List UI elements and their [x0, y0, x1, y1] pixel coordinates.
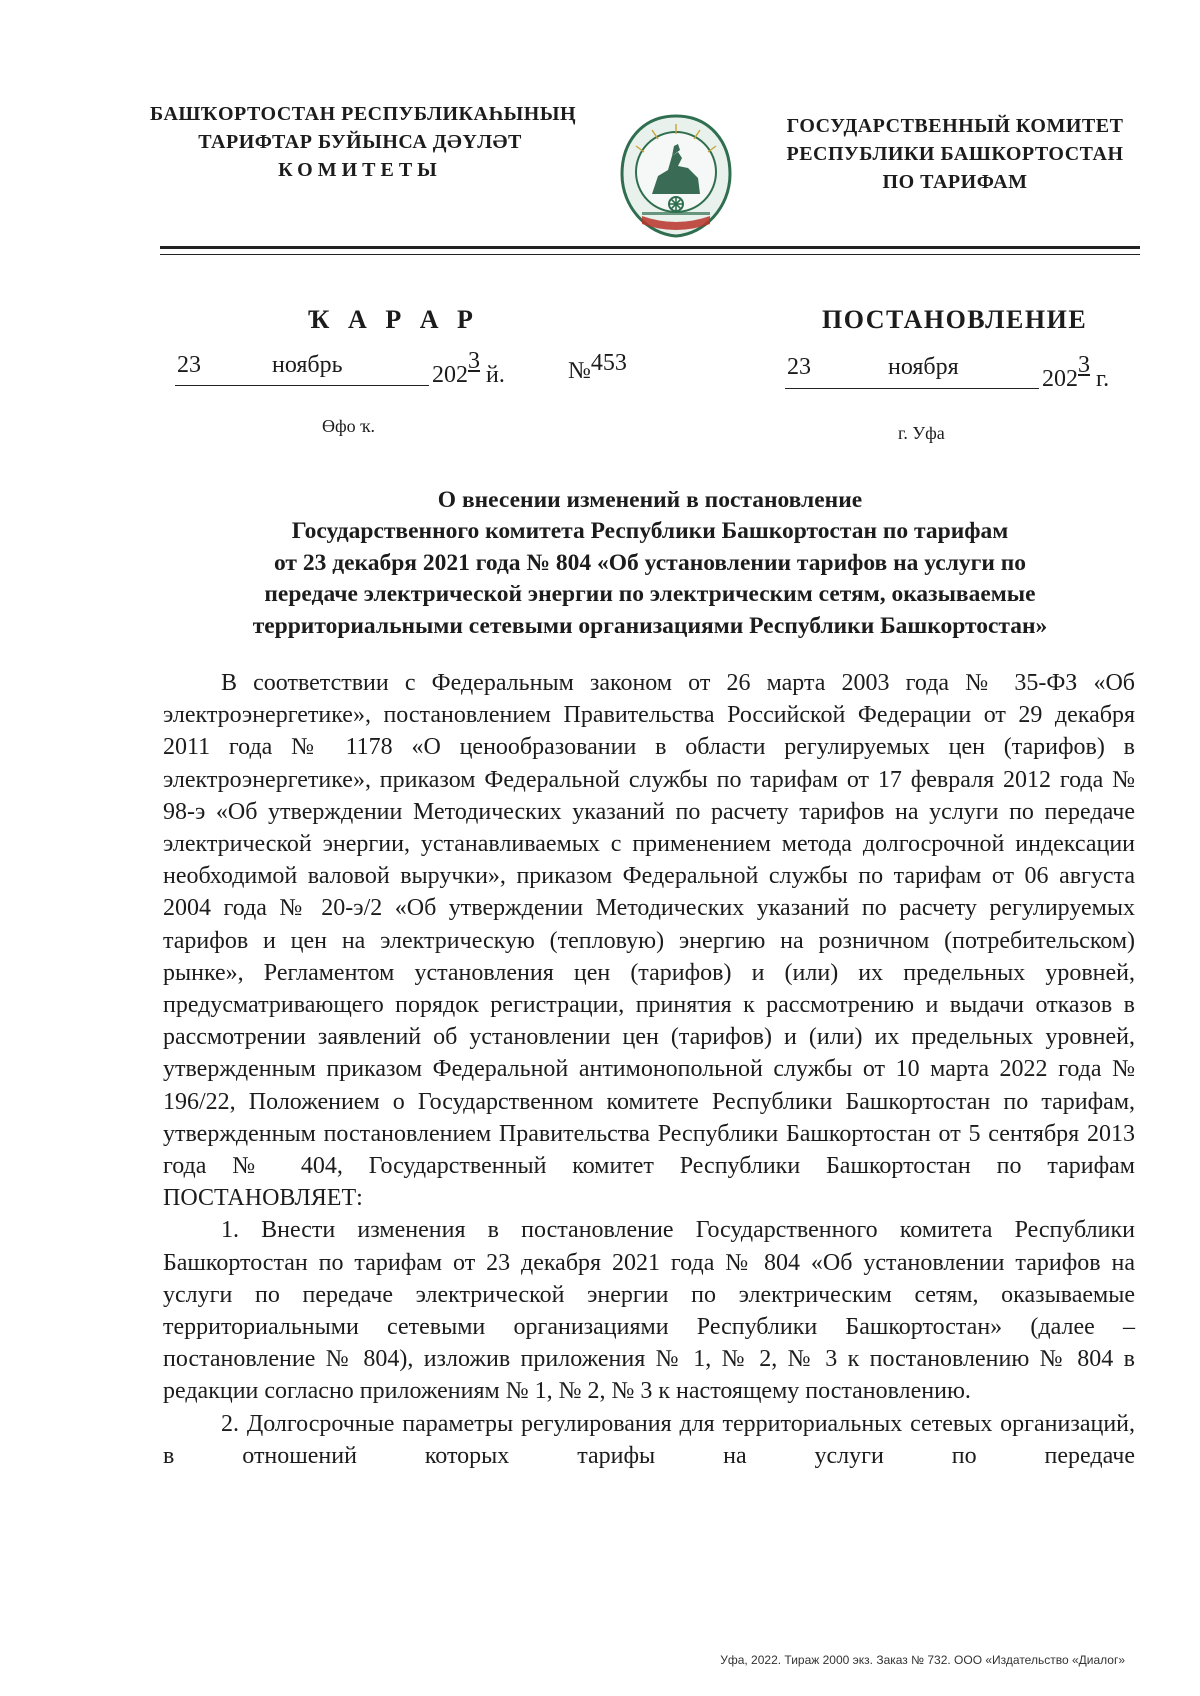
header-left-line-3: КОМИТЕТЫ: [278, 159, 442, 181]
doc-number: [568, 350, 627, 385]
place-left: Өфо ҡ.: [322, 416, 375, 436]
doc-type-left: Ҡ А Р А Р: [308, 305, 479, 334]
clause-1-paragraph: 1. Внести изменения в постановление Государственного комитета Республики Башкортостан по тарифам от 23 декабря 2021 года № 804 «Об установлении тарифов на услуги по передаче электрической энергии по электрическим сетям, оказываемые территориальными сетевыми организациями Республики Башкортостан» (далее – постановление № 804), изложив приложения № 1, № 2, № 3 к постановлению № 804 в редакции согласно приложениям № 1, № 2, № 3 к настоящему постановлению.: [163, 1217, 1135, 1405]
clause-2-paragraph: 2. Долгосрочные параметры регулирования для территориальных сетевых организаций, в отношений которых тарифы на услуги по передаче: [163, 1410, 1135, 1469]
header-left-line-1: БАШҠОРТОСТАН РЕСПУБЛИКАҺЫНЫҢ: [150, 103, 577, 125]
title-line-2: Государственного комитета Республики Башкортостан по тарифам: [291, 518, 1009, 545]
date-right-month: ноября: [888, 354, 959, 380]
header-left-line-2: ТАРИФТАР БУЙЫНСА ДӘҮЛӘТ: [198, 131, 522, 153]
date-left-month: ноябрь: [272, 352, 343, 378]
place-right: г. Уфа: [898, 423, 945, 443]
print-imprint: Уфа, 2022. Тираж 2000 экз. Заказ № 732. ООО «Издательство «Диалог»: [720, 1653, 1125, 1667]
title-line-4: передаче электрической энергии по электрическим сетям, оказываемые: [264, 581, 1036, 608]
date-right-day: 23: [787, 354, 811, 380]
date-left-year: [432, 348, 505, 389]
title-line-3: от 23 декабря 2021 года № 804 «Об установлении тарифов на услуги по: [273, 549, 1027, 576]
date-left-year-prefix: 202: [432, 362, 468, 388]
header-right-line-2: РЕСПУБЛИКИ БАШКОРТОСТАН: [786, 143, 1124, 165]
bashkortostan-emblem: [612, 112, 740, 240]
title-line-5: территориальными сетевыми организациями Республики Башкортостан»: [252, 612, 1048, 639]
date-right-year-suffix: г.: [1090, 366, 1110, 392]
date-right-year-digit: 3: [1078, 352, 1090, 378]
header-left: [150, 100, 577, 184]
doc-number-value: 453: [590, 350, 627, 376]
date-left-year-suffix: й.: [480, 362, 505, 388]
doc-type-right: ПОСТАНОВЛЕНИЕ: [822, 305, 1088, 334]
date-left-day: 23: [177, 352, 201, 378]
preamble-paragraph: В соответствии с Федеральным законом от 26 марта 2003 года № 35-ФЗ «Об электроэнергетике», постановлением Правительства Российской Федерации от 29 декабря 2011 года № 1178 «О ценообразовании в области регулируемых цен (тарифов) в электроэнергетике», приказом Федеральной службы по тарифам от 17 февраля 2012 года № 98-э «Об утверждении Методических указаний по расчету тарифов на услуги по передаче электрической энергии, устанавливаемых с применением метода долгосрочной индексации необходимой валовой выручки», приказом Федеральной службы по тарифам от 06 августа 2004 года № 20-э/2 «Об утверждении Методических указаний по расчету регулируемых тарифов и цен на электрическую (тепловую) энергию на розничном (потребительском) рынке», Регламентом установления цен (тарифов) и (или) их предельных уровней, предусматривающего порядок регистрации, принятия к рассмотрению и выдачи отказов в рассмотрении заявлений об установлении цен (тарифов) и (или) их предельных уровней, утвержденным приказом Федеральной антимонопольной службы от 10 марта 2022 года № 196/22, Положением о Государственном комитете Республики Башкортостан по тарифам, утвержденным постановлением Правительства Республики Башкортостан от 5 сентября 2013 года № 404, Государственный комитет Республики Башкортостан по тарифам ПОСТАНОВЛЯЕТ:: [163, 670, 1135, 1212]
header-right-line-3: ПО ТАРИФАМ: [882, 171, 1028, 193]
header-divider-thick: [160, 246, 1140, 249]
header-right: [770, 112, 1140, 196]
header-right-line-1: ГОСУДАРСТВЕННЫЙ КОМИТЕТ: [786, 115, 1124, 137]
date-left-underline: [175, 385, 429, 386]
date-right-year: [1042, 352, 1110, 393]
date-right-underline: [785, 388, 1039, 389]
title-line-1: О внесении изменений в постановление: [437, 487, 863, 513]
document-title: [165, 485, 1135, 642]
date-left-year-digit: 3: [468, 348, 480, 374]
doc-number-label: №: [568, 358, 591, 384]
header-divider-thin: [160, 254, 1140, 255]
document-body: [163, 667, 1135, 1472]
date-right-year-prefix: 202: [1042, 366, 1078, 392]
